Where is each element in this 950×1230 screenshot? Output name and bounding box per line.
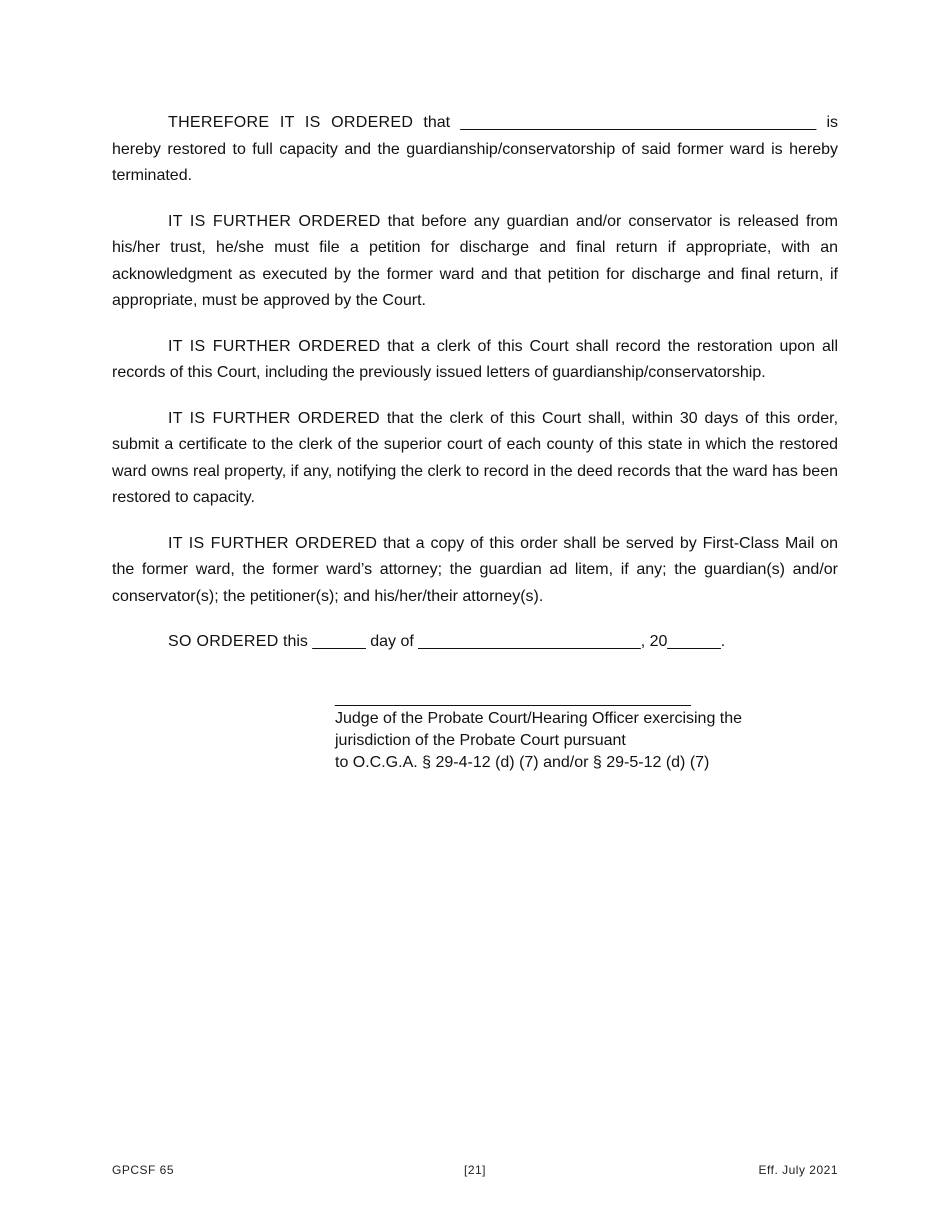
order-paragraph-discharge bbox=[112, 209, 838, 315]
paragraph-text: that a clerk of this Court shall record the restoration upon all records of this Court, including the previously issued letters of guardianship/conservatorship. bbox=[112, 337, 839, 381]
so-ordered-lead: SO ORDERED bbox=[168, 633, 279, 650]
paragraph-lead: IT IS FURTHER ORDERED bbox=[168, 534, 378, 552]
paragraph-lead: IT IS FURTHER ORDERED bbox=[168, 212, 381, 230]
paragraph-lead: IT IS FURTHER ORDERED bbox=[168, 337, 381, 355]
paragraph-text: that a copy of this order shall be served by First-Class Mail on the former ward, the former ward’s attorney; the guardian ad litem, if any; the guardian(s) and/or conservator(s); the petitioner(s); and his/her/their attorney(s). bbox=[112, 534, 838, 605]
footer-effective-date: Eff. July 2021 bbox=[758, 1163, 838, 1177]
paragraph-lead: IT IS FURTHER ORDERED bbox=[168, 409, 381, 427]
footer-form-id: GPCSF 65 bbox=[112, 1163, 175, 1177]
footer-page-number: [21] bbox=[463, 1163, 486, 1177]
signature-title-line-1: Judge of the Probate Court/Hearing Officer exercising the bbox=[335, 710, 743, 727]
order-paragraph-records bbox=[112, 334, 838, 387]
so-ordered-text: this ______ day of _________________________, 20______. bbox=[278, 633, 726, 650]
signature-block bbox=[335, 690, 805, 774]
paragraph-text: that ________________________________________ is hereby restored to full capacity and the guardianship/conservatorship of said former ward is hereby terminated. bbox=[112, 114, 839, 184]
signature-line: ________________________________________ bbox=[335, 690, 691, 707]
order-paragraph-certificate bbox=[112, 406, 838, 512]
paragraph-lead: THEREFORE IT IS ORDERED bbox=[168, 114, 414, 131]
signature-title-line-2: jurisdiction of the Probate Court pursuant bbox=[335, 732, 626, 749]
order-paragraph-service bbox=[112, 531, 838, 611]
so-ordered-line bbox=[112, 629, 838, 656]
document-body bbox=[112, 110, 838, 675]
paragraph-text: that before any guardian and/or conservator is released from his/her trust, he/she must file a petition for discharge and final return if appropriate, with an acknowledgment as executed by the former ward and that petition for discharge and final return, if appropriate, must be approved by the Court. bbox=[112, 212, 838, 309]
paragraph-text: that the clerk of this Court shall, within 30 days of this order, submit a certificate to the clerk of the superior court of each county of this state in which the restored ward owns real property, if any, notifying the clerk to record in the deed records that the ward has been restored to capacity. bbox=[112, 409, 839, 506]
order-paragraph-restoration bbox=[112, 110, 838, 190]
signature-title-line-3: to O.C.G.A. § 29-4-12 (d) (7) and/or § 29-5-12 (d) (7) bbox=[335, 754, 710, 771]
